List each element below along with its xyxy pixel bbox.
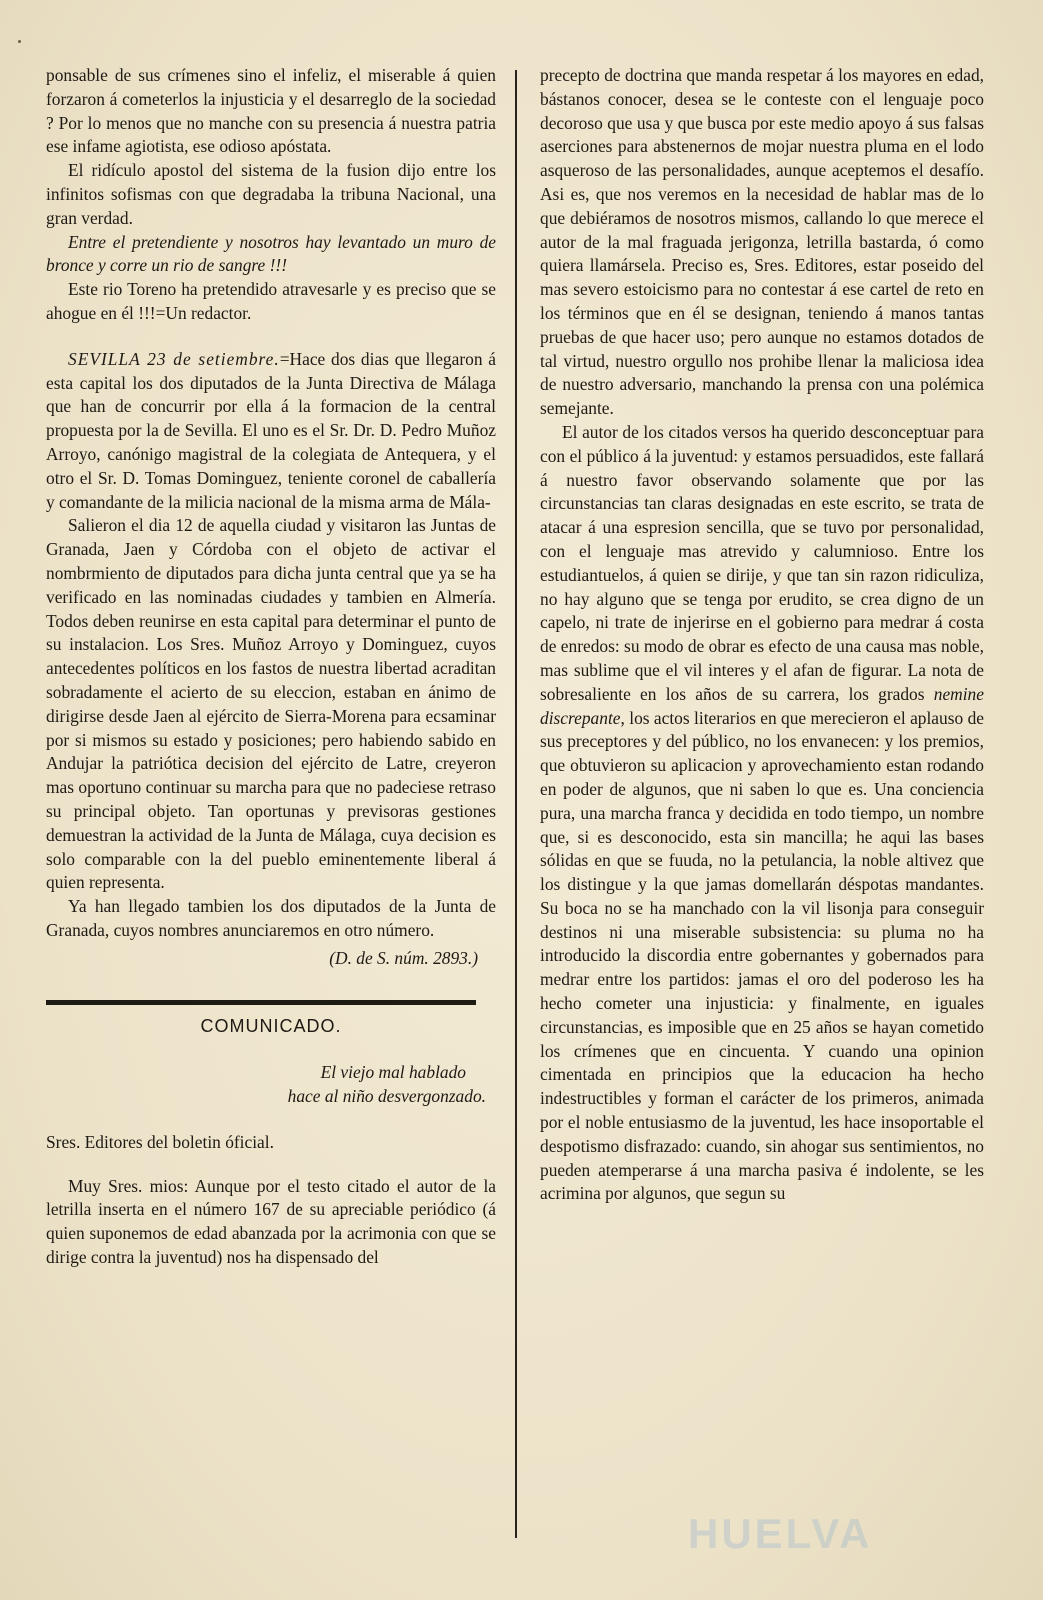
column-divider <box>515 70 517 1538</box>
paragraph-autor <box>540 421 984 1206</box>
sevilla-dateline: SEVILLA 23 de setiembre. <box>68 348 280 369</box>
sevilla-text: =Hace dos dias que llegaron á esta capital los dos diputados de la Junta Directiva de Málaga que han de concurrir por ella á la formacion de la central propuesta por la de Sevilla. El uno es el Sr. Dr. D. Pedro Muñoz Arroyo, canónigo magistral de la colegiata de Antequera, y el otro el Sr. D. Tomas Dominguez, teniente coronel de caballería y comandante de la milicia nacional de la misma arma de Mála- <box>46 348 496 512</box>
epigraph-line-1: El viejo mal hablado <box>320 1062 466 1083</box>
paragraph-toreno: Este rio Toreno ha pretendido atravesarle y es preciso que se ahogue en él !!!=Un redactor. <box>46 279 496 323</box>
letter-opening: Muy Sres. mios: Aunque por el testo citado el autor de la letrilla inserta en el número 167 de su apreciable periódico (á quien suponemos de edad abanzada por la acrimonia con que se dirige contra la juventud) nos ha dispensado del <box>46 1175 496 1268</box>
nemine-discrepante: nemine discrepante <box>540 683 984 728</box>
paragraph-fusion: El ridículo apostol del sistema de la fusion dijo entre los infinitos sofismas con que degradaba la tribuna Nacional, una gran verdad. <box>46 160 496 228</box>
library-watermark: HUELVA <box>688 1510 873 1557</box>
letter-salutation: Sres. Editores del boletin óficial. <box>46 1131 274 1152</box>
source-citation: (D. de S. núm. 2893.) <box>329 947 478 968</box>
sevilla-news <box>46 348 496 515</box>
quote-pretendiente: Entre el pretendiente y nosotros hay levantado un muro de bronce y corre un rio de sangre !!! <box>46 231 496 276</box>
autor-text-end: , los actos literarios en que merecieron el aplauso de sus preceptores y del público, no los envanecen: y los premios, que obtuvieron su aplicacion y aprovechamiento estan rodando en poder de algunos, que ni saben lo que es. Una conciencia pura, una marcha franca y decidida en todo tiempo, un nombre que, si es desconocido, esta sin mancilla; he aqui las bases sólidas en que se fuuda, no la petulancia, la noble altivez que los distingue y la que jamas domellarán déspotas mandantes. Su boca no se ha manchado con la vil lisonja para conseguir destinos ni una miserable subsistencia: su pluma no ha introducido la discordia entre gobernantes y gobernados para medrar entre los partidos: jamas el oro del poderoso les ha hecho cometer una injusticia: y finalmente, en iguales circunstancias, es imposible que en 25 años se hayan cometido los crímenes que en cincuenta. Y cuando una opinion cimentada en principios que la educacion ha hecho indestructibles y forman el carácter de los primeros, animada por el noble entusiasmo de la juventud, les hace insoportable el despotismo disfrazado: cuando, sin ahogar sus sentimientos, no pueden atemperarse á una marcha pasiva é indolente, se les acrimina por algunos, que segun su <box>540 707 984 1204</box>
autor-text: El autor de los citados versos ha querido desconceptuar para con el público á la juventud: y estamos persuadidos, este fallará á nuestro favor observando solamente que por las circunstancias tan claras designadas en este escrito, se trata de atacar á una espresion sencilla, que se tuvo por personalidad, con el lenguaje mas atrevido y calumnioso. Entre los estudiantuelos, á quien se dirije, y que tan sin razon ridiculiza, no hay alguno que se tenga por erudito, se crea digno de un capelo, ni trate de injerirse en el gobierno para medrar á costa de enredos: su modo de obrar es efecto de una causa mas noble, mas sublime que el vil interes y el afan de figurar. La nota de sobresaliente en los años de su carrera, los grados <box>540 421 984 704</box>
right-column <box>540 64 984 1206</box>
ink-speck <box>18 40 21 43</box>
paragraph-granada: Ya han llegado tambien los dos diputados de la Junta de Granada, cuyos nombres anunciaremos en otro número. <box>46 896 496 940</box>
paragraph-salieron: Salieron el dia 12 de aquella ciudad y visitaron las Juntas de Granada, Jaen y Córdoba con el objeto de activar el nombrmiento de diputados para dicha junta central que ya se ha verificado en las nominadas ciudades y tambien en Almería. Todos deben reunirse en esta capital para determinar el punto de su instalacion. Los Sres. Muñoz Arroyo y Dominguez, cuyos antecedentes políticos en los fastos de nuestra libertad acraditan sobradamente el acierto de su eleccion, estaban en ánimo de dirigirse desde Jaen al ejército de Sierra-Morena para ecsaminar por si mismos su estado y posiciones; pero habiendo sabido en Andujar la patriótica decision del ejército de Latre, creyeron mas oportuno continuar su marcha para que no padeciese retraso su principal objeto. Tan oportunas y previsoras gestiones demuestran la actividad de la Junta de Málaga, cuya decision es solo comparable con la del pueblo eminentemente liberal á quien representa. <box>46 515 496 893</box>
epigraph-line-2: hace al niño desvergonzado. <box>287 1086 486 1107</box>
paragraph-continuation: ponsable de sus crímenes sino el infeliz, el miserable á quien forzaron á cometerlos la injusticia y el desarreglo de la sociedad ? Por lo menos que no manche con su presencia á nuestra patria ese infame agiotista, ese odioso apóstata. <box>46 65 496 157</box>
section-divider <box>46 1000 476 1005</box>
paragraph-precepto: precepto de doctrina que manda respetar á los mayores en edad, bástanos conocer, desea se le conteste con el lenguaje poco decoroso que usa y que busca por este medio apoyo á sus falsas aserciones para abstenernos de mojar nuestra pluma en el lodo asqueroso de las personalidades, aunque aceptemos el desafío. Asi es, que nos veremos en la necesidad de hablar mas de lo que debiéramos de nosotros mismos, callando lo que merece el autor de la mal fraguada jerigonza, letrilla bastarda, ó como quiera llamársela. Preciso es, Sres. Editores, estar poseido del mas severo estoicismo para no contestar á ese cartel de reto en los términos que en él se designan, teniendo á manos tantas pruebas de que hacer uso; pero aunque no estamos dotados de tal virtud, nuestro orgullo nos prohibe llenar la maliciosa idea de nuestro adversario, manchando la prensa con una polémica semejante. <box>540 65 984 419</box>
comunicado-heading: COMUNICADO. <box>200 1016 342 1037</box>
left-column <box>46 64 496 1270</box>
